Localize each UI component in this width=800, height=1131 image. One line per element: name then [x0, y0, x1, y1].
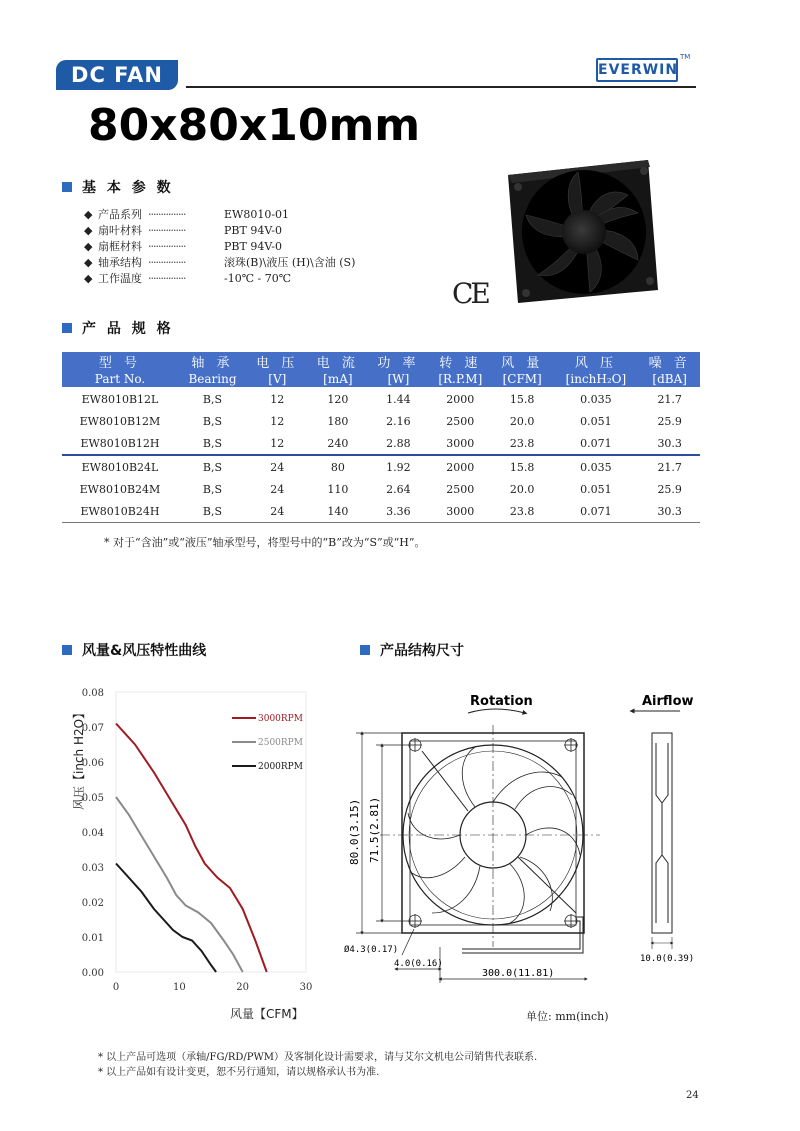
spec-label: 工作温度: [98, 272, 142, 285]
y-tick-label: 0.05: [81, 793, 104, 804]
chart-x-axis-label: 风量【CFM】: [230, 1007, 304, 1021]
table-cell: 12: [270, 392, 285, 406]
table-cell: 21.7: [657, 392, 682, 406]
column-unit: Part No.: [62, 371, 178, 388]
x-tick-label: 10: [172, 982, 186, 993]
leader-dots: ···············: [148, 224, 186, 237]
y-tick-label: 0.02: [81, 898, 104, 909]
table-cell: EW8010B12M: [79, 414, 161, 428]
footer-note: * 以上产品如有设计变更，恕不另行通知，请以规格承认书为准.: [98, 1067, 380, 1078]
diamond-bullet-icon: ◆: [84, 208, 93, 221]
section-square-icon: [62, 323, 72, 333]
table-cell: 2500: [446, 414, 475, 428]
y-tick-label: 0.06: [81, 758, 104, 769]
table-cell: B,S: [178, 432, 247, 455]
table-header-row: [62, 352, 700, 371]
unit-note: 单位: mm(inch): [526, 1010, 609, 1023]
spec-list-item: [84, 207, 355, 223]
table-cell: 2000: [446, 460, 475, 474]
legend-label: 3000RPM: [258, 714, 303, 724]
column-header: 功 率: [368, 352, 429, 371]
spec-heading: [62, 318, 174, 338]
diamond-bullet-icon: ◆: [84, 272, 93, 285]
column-header: 风 压: [552, 352, 639, 371]
table-cell: 2000: [446, 392, 475, 406]
basic-params-list: [84, 207, 355, 287]
series-line-2000rpm: [116, 864, 216, 973]
table-cell: 25.9: [657, 482, 682, 496]
y-tick-label: 0.01: [81, 933, 104, 944]
column-header: 转 速: [429, 352, 492, 371]
curve-heading: [62, 640, 206, 660]
basic-params-heading: [62, 177, 174, 197]
page-title: 80x80x10mm: [88, 100, 421, 151]
table-cell: 2.64: [386, 482, 411, 496]
diamond-bullet-icon: ◆: [84, 224, 93, 237]
table-cell: 0.051: [580, 482, 612, 496]
column-header: 轴 承: [178, 352, 247, 371]
table-cell: EW8010B24M: [79, 482, 161, 496]
table-cell: 140: [308, 500, 369, 523]
table-cell: B,S: [202, 414, 223, 428]
table-row: [62, 432, 700, 455]
fan-front-view: [380, 725, 600, 953]
ce-mark: CE: [452, 277, 488, 310]
y-tick-label: 0.03: [81, 863, 104, 874]
table-cell: 80: [330, 460, 345, 474]
fan-side-view: [652, 733, 672, 949]
section-square-icon: [62, 182, 72, 192]
table-cell: 3.36: [368, 500, 429, 523]
column-unit: [V]: [247, 371, 308, 388]
column-unit: [W]: [368, 371, 429, 388]
section-square-icon: [360, 645, 370, 655]
series-line-3000rpm: [116, 724, 267, 973]
table-row: [62, 455, 700, 478]
dim-lead-offset-label: 4.0(0.16): [394, 959, 443, 969]
table-cell: 30.3: [639, 500, 700, 523]
table-cell: 23.8: [492, 500, 553, 523]
table-cell: 2.88: [368, 432, 429, 455]
legend-label: 2000RPM: [258, 762, 303, 772]
page-number: 24: [686, 1090, 699, 1101]
dim-holes-label: 71.5(2.81): [368, 796, 381, 863]
table-cell: 120: [327, 392, 349, 406]
table-unit-row: [62, 371, 700, 388]
table-cell: 15.8: [509, 460, 535, 474]
section-square-icon: [62, 645, 72, 655]
column-unit: [dBA]: [639, 371, 700, 388]
dimension-heading: [360, 640, 464, 660]
table-cell: 1.92: [386, 460, 411, 474]
spec-list-item: [84, 223, 355, 239]
table-cell: 25.9: [657, 414, 682, 428]
table-cell: 0.071: [552, 500, 639, 523]
table-cell: EW8010B12H: [62, 432, 178, 455]
table-cell: EW8010B24L: [81, 460, 159, 474]
column-unit: Bearing: [178, 371, 247, 388]
everwin-logo: EVERWIN: [596, 58, 678, 82]
column-header: 型 号: [62, 352, 178, 371]
y-tick-label: 0.08: [81, 688, 104, 699]
x-tick-label: 0: [112, 982, 120, 993]
table-cell: B,S: [178, 500, 247, 523]
diamond-bullet-icon: ◆: [84, 240, 93, 253]
table-cell: B,S: [202, 460, 223, 474]
rotation-arrow-icon: [468, 709, 525, 713]
table-cell: EW8010B24H: [62, 500, 178, 523]
x-tick-label: 20: [236, 982, 250, 993]
airflow-label: Airflow: [642, 694, 694, 709]
footer-notes: [98, 1050, 537, 1080]
table-cell: 12: [247, 432, 308, 455]
table-cell: 110: [327, 482, 349, 496]
table-cell: 30.3: [639, 432, 700, 455]
table-cell: 180: [327, 414, 349, 428]
table-cell: 0.071: [552, 432, 639, 455]
spec-label: 扇框材料: [98, 240, 142, 253]
table-cell: B,S: [202, 482, 223, 496]
y-tick-label: 0.04: [81, 828, 104, 839]
leader-dots: ···············: [148, 272, 186, 285]
column-header: 风 量: [492, 352, 553, 371]
chart-y-axis-label: 风压【inch H2O】: [72, 706, 86, 810]
table-cell: 0.035: [580, 460, 612, 474]
diamond-bullet-icon: ◆: [84, 256, 93, 269]
basic-params-heading-text: 基 本 参 数: [82, 180, 174, 196]
spec-value: PBT 94V-0: [224, 240, 282, 253]
column-unit: [inchH₂O]: [552, 371, 639, 388]
legend-label: 2500RPM: [258, 738, 303, 748]
rotation-label: Rotation: [470, 694, 533, 709]
table-row: [62, 410, 700, 432]
table-row: [62, 388, 700, 411]
spec-value: 滚珠(B)\液压 (H)\含油 (S): [224, 256, 356, 269]
column-unit: [CFM]: [492, 371, 553, 388]
table-cell: B,S: [202, 392, 223, 406]
spec-table: [62, 352, 700, 523]
fan-photo: [498, 155, 663, 305]
y-tick-label: 0.07: [81, 723, 104, 734]
table-cell: 15.8: [509, 392, 535, 406]
column-header: 噪 音: [639, 352, 700, 371]
spec-label: 扇叶材料: [98, 224, 142, 237]
table-row: [62, 478, 700, 500]
dim-hole-diameter-label: Ø4.3(0.17): [344, 945, 399, 955]
spec-value: EW8010-01: [224, 208, 290, 221]
table-cell: 24: [247, 500, 308, 523]
x-tick-label: 30: [299, 982, 313, 993]
table-cell: 240: [308, 432, 369, 455]
table-cell: 3000: [429, 432, 492, 455]
plot-area: [116, 692, 306, 972]
footer-note: * 以上产品可选项（承轴/FG/RD/PWM）及客制化设计需要求，请与艾尔文机电公司销售代表联系.: [98, 1052, 538, 1063]
dim-outer-label: 80.0(3.15): [348, 798, 361, 865]
table-cell: 1.44: [386, 392, 411, 406]
curve-heading-text: 风量&风压特性曲线: [82, 643, 207, 659]
table-cell: 0.035: [580, 392, 612, 406]
spec-list-item: [84, 255, 355, 271]
table-cell: 12: [270, 414, 285, 428]
logo-trademark: TM: [680, 53, 691, 61]
dimension-drawing: [340, 685, 710, 985]
leader-dots: ···············: [148, 240, 186, 253]
table-cell: 0.051: [580, 414, 612, 428]
table-cell: EW8010B12L: [81, 392, 159, 406]
pq-chart: [60, 680, 330, 1010]
column-header: 电 压: [247, 352, 308, 371]
table-cell: 24: [270, 460, 285, 474]
column-unit: [mA]: [308, 371, 369, 388]
table-cell: 20.0: [509, 482, 535, 496]
spec-label: 轴承结构: [98, 256, 142, 269]
spec-list-item: [84, 271, 355, 287]
table-cell: 21.7: [657, 460, 682, 474]
spec-value: PBT 94V-0: [224, 224, 282, 237]
table-cell: 2500: [446, 482, 475, 496]
leader-dots: ···············: [148, 256, 186, 269]
spec-label: 产品系列: [98, 208, 142, 221]
table-row: [62, 500, 700, 523]
spec-list-item: [84, 239, 355, 255]
dimension-heading-text: 产品结构尺寸: [380, 643, 464, 659]
y-tick-label: 0.00: [81, 968, 104, 979]
header-rule: [186, 86, 696, 88]
spec-heading-text: 产 品 规 格: [82, 321, 174, 337]
table-cell: 23.8: [492, 432, 553, 455]
column-unit: [R.P.M]: [429, 371, 492, 388]
leader-dots: ···············: [148, 208, 186, 221]
dc-fan-badge: DC FAN: [56, 60, 178, 90]
column-header: 电 流: [308, 352, 369, 371]
table-cell: 24: [270, 482, 285, 496]
table-note: * 对于“含油”或“液压”轴承型号，将型号中的“B”改为“S”或“H”。: [104, 536, 426, 549]
spec-value: -10℃ - 70℃: [224, 272, 292, 285]
dim-thickness-label: 10.0(0.39): [640, 954, 695, 964]
table-cell: 2.16: [386, 414, 411, 428]
table-cell: 3000: [429, 500, 492, 523]
dim-lead-length-label: 300.0(11.81): [482, 968, 555, 979]
table-cell: 20.0: [509, 414, 535, 428]
